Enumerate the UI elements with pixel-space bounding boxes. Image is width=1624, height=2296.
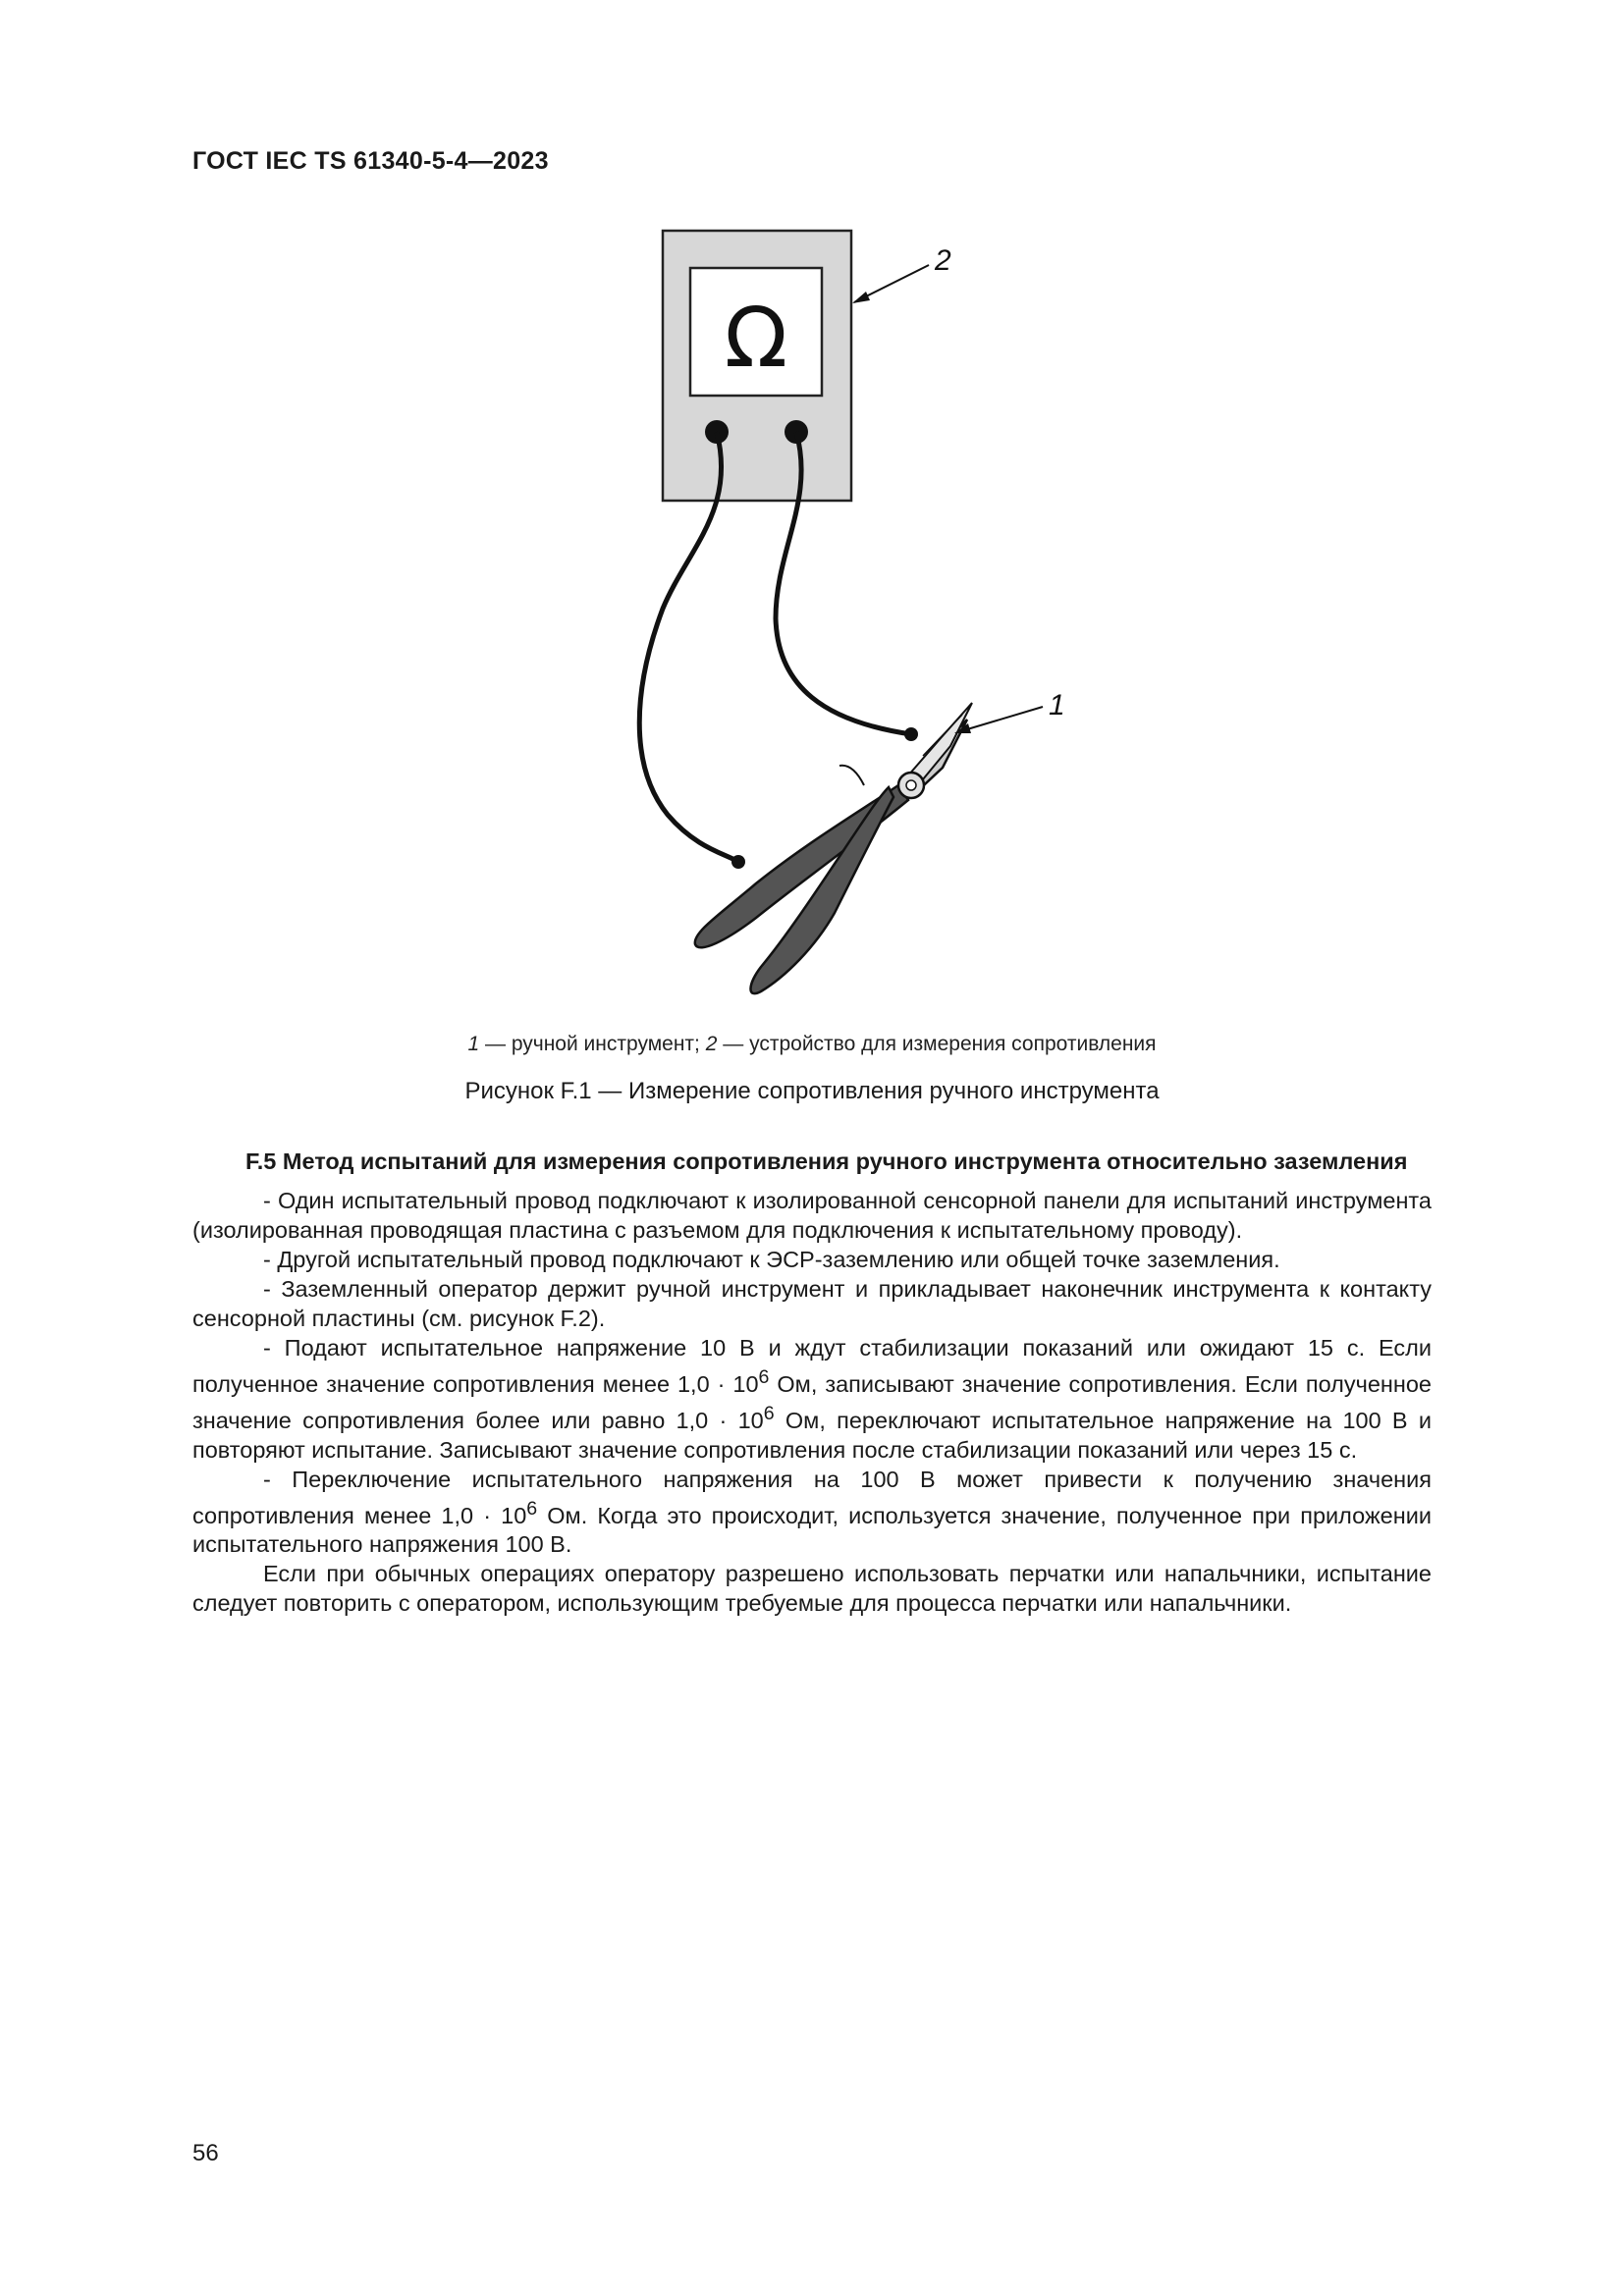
list-item: - Заземленный оператор держит ручной инструмент и прикладывает наконечник инструмента к контакту сенсорной пластины (см. рисунок F.2). [192, 1276, 1432, 1331]
figure-f1-illustration [0, 0, 1624, 1021]
callout-line-1 [957, 707, 1043, 732]
lead-contact-handle [731, 855, 745, 869]
page-number: 56 [192, 2140, 219, 2166]
list-item: - Подают испытательное напряжение 10 В и ждут стабилизации показаний или ожидают 15 с. Если полученное значение сопротивления менее $1,0 \cdot 10^6$ Ом, записывают значение сопротивления. Если полученное значение сопротивления более или равно $1,0 \cdot 10^6$ Ом, переключают испытательное напряжение на 100 В и повторяют испытание. Записывают значение сопротивления после стабилизации показаний или через 15 с. [192, 1335, 1432, 1463]
section-f5 [192, 1147, 1432, 1618]
callout-label-2: 2 [935, 244, 951, 277]
figure-legend: 1 — ручной инструмент; 2 — устройство для измерения сопротивления [467, 1033, 1157, 1055]
callout-label-1: 1 [1049, 689, 1065, 721]
list-item: - Переключение испытательного напряжения на 100 В может привести к получению значения сопротивления менее $1,0 \cdot 10^6$ Ом. Когда это происходит, используется значение, полученное при приложении испытательного напряжения 100 В. [192, 1466, 1432, 1558]
callout-arrow-2 [852, 292, 870, 303]
paragraph: Если при обычных операциях оператору разрешено использовать перчатки или напальчники, испытание следует повторить с оператором, использующим требуемые для процесса перчатки или напальчники. [192, 1561, 1432, 1617]
pliers-hand-tool [695, 703, 972, 993]
list-item: - Один испытательный провод подключают к изолированной сенсорной панели для испытаний инструмента (изолированная проводящая пластина с разъемом для подключения к испытательному проводу). [192, 1188, 1432, 1243]
list-item: - Другой испытательный провод подключают к ЭСР-заземлению или общей точке заземления. [263, 1247, 1280, 1272]
section-heading: F.5 Метод испытаний для измерения сопротивления ручного инструмента относительно заземления [245, 1148, 1408, 1174]
omega-symbol: Ω [724, 290, 788, 386]
figure-caption: Рисунок F.1 — Измерение сопротивления ручного инструмента [464, 1078, 1160, 1104]
lead-contact-jaw [904, 727, 918, 741]
document-header: ГОСТ IEC TS 61340-5-4—2023 [192, 147, 549, 175]
